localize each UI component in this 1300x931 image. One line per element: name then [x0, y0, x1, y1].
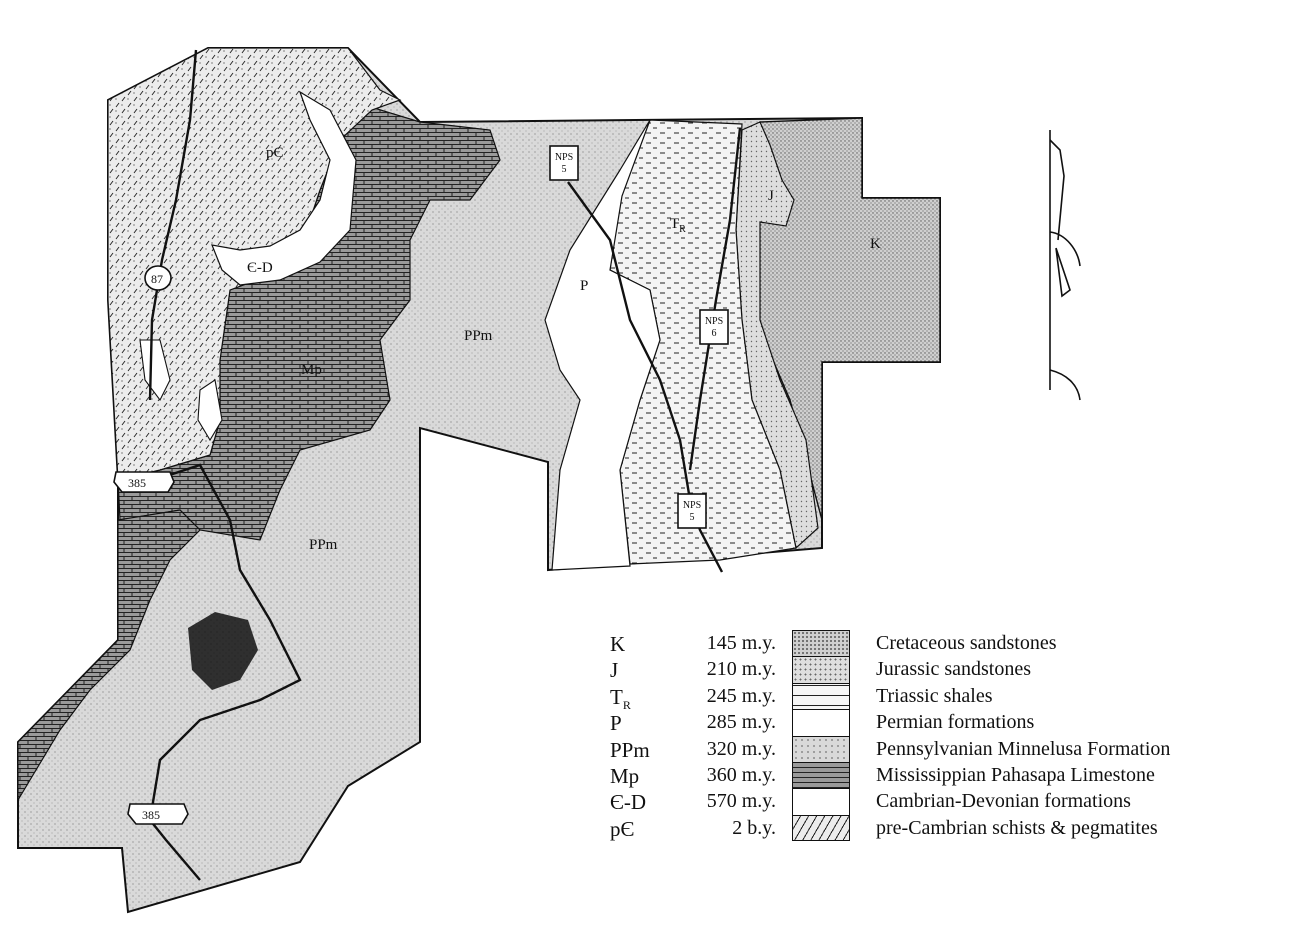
legend-row: [610, 630, 1290, 656]
shield-us385-south-label: 385: [142, 808, 160, 822]
legend-symbol: [610, 658, 660, 683]
legend-swatch-pennsylvanian: [792, 736, 850, 762]
legend-row: [610, 788, 1290, 814]
legend-swatch-mississippian: [792, 762, 850, 788]
nps-sign-line: NPS: [704, 316, 724, 327]
legend-symbol-text: P: [610, 711, 622, 736]
sign-nps5-south: [678, 494, 706, 528]
shield-us385-south: [128, 804, 188, 824]
legend-symbol: [610, 764, 660, 789]
legend-symbol-text: J: [610, 658, 619, 683]
map-label-pc: pЄ: [266, 145, 284, 161]
nps-sign-line: NPS: [554, 152, 574, 163]
legend-age: 210 m.y.: [706, 658, 776, 681]
map-label-cd: Є-D: [247, 260, 273, 276]
legend-row: [610, 683, 1290, 712]
shield-sd87-label: 87: [151, 272, 163, 286]
legend-description: Cretaceous sandstones: [876, 632, 1057, 654]
legend-symbol-text: Mp: [610, 763, 640, 788]
sign-nps5-north: [550, 146, 578, 180]
map-label-k: K: [870, 236, 881, 252]
legend-description: Jurassic sandstones: [876, 658, 1031, 681]
legend-description: Permian formations: [876, 711, 1035, 734]
legend-symbol-text: K: [610, 632, 626, 656]
legend-row: [610, 762, 1290, 788]
legend-symbol: [610, 711, 660, 736]
legend-swatch-precambrian: [792, 815, 850, 841]
legend-description: Mississippian Pahasapa Limestone: [876, 763, 1155, 786]
nps-sign-line: NPS: [682, 500, 702, 511]
nps-sign-line: 5: [689, 512, 695, 523]
legend-symbol-subscript: R: [622, 697, 631, 712]
nps-sign-line: 6: [711, 328, 717, 339]
map-label-tr-sub: R: [679, 224, 686, 235]
map-label-mp: Mp: [301, 362, 322, 378]
shield-sd87: [145, 266, 171, 290]
legend-description: Pennsylvanian Minnelusa Formation: [876, 737, 1171, 760]
legend-symbol: [610, 632, 660, 657]
legend-age: 145 m.y.: [706, 632, 776, 654]
legend-row: [610, 709, 1290, 735]
legend-swatch-cambrian: [792, 788, 850, 814]
shield-us385-north-label: 385: [128, 476, 146, 490]
legend-description: Triassic shales: [876, 684, 993, 707]
legend-symbol-text: pЄ: [610, 816, 635, 841]
legend-age: 285 m.y.: [706, 711, 776, 734]
legend-age: 570 m.y.: [706, 790, 776, 813]
legend-swatch-jurassic: [792, 656, 850, 682]
legend-age: 2 b.y.: [732, 816, 776, 839]
legend-symbol: [610, 817, 660, 842]
legend-row: [610, 656, 1290, 682]
legend-swatch-cretaceous: [792, 630, 850, 656]
legend-symbol: [610, 738, 660, 763]
legend-symbol-text: Є-D: [610, 790, 647, 815]
legend-swatch-triassic: [792, 683, 850, 709]
legend-age: 360 m.y.: [706, 763, 776, 786]
legend-row: [610, 815, 1290, 841]
legend-swatch-permian: [792, 709, 850, 735]
shield-us385-north: [114, 472, 174, 492]
map-label-tr-main: T: [670, 216, 680, 232]
legend-description: Cambrian-Devonian formations: [876, 790, 1131, 813]
legend-symbol: [610, 790, 660, 815]
north-arrow-icon: [1050, 130, 1080, 400]
map-label-p: P: [580, 278, 589, 294]
legend-symbol-text: T: [610, 684, 623, 709]
legend-age: 320 m.y.: [706, 737, 776, 760]
sign-nps6: [700, 310, 728, 344]
legend-row: [610, 736, 1290, 762]
legend-age: 245 m.y.: [706, 684, 776, 707]
map-label-ppm-south: PPm: [309, 537, 338, 553]
map-legend: [610, 630, 1290, 841]
nps-sign-line: 5: [561, 164, 567, 175]
legend-description: pre-Cambrian schists & pegmatites: [876, 816, 1158, 839]
legend-symbol-text: PPm: [610, 737, 650, 762]
map-label-j: J: [768, 188, 774, 204]
map-label-ppm-north: PPm: [464, 328, 493, 344]
